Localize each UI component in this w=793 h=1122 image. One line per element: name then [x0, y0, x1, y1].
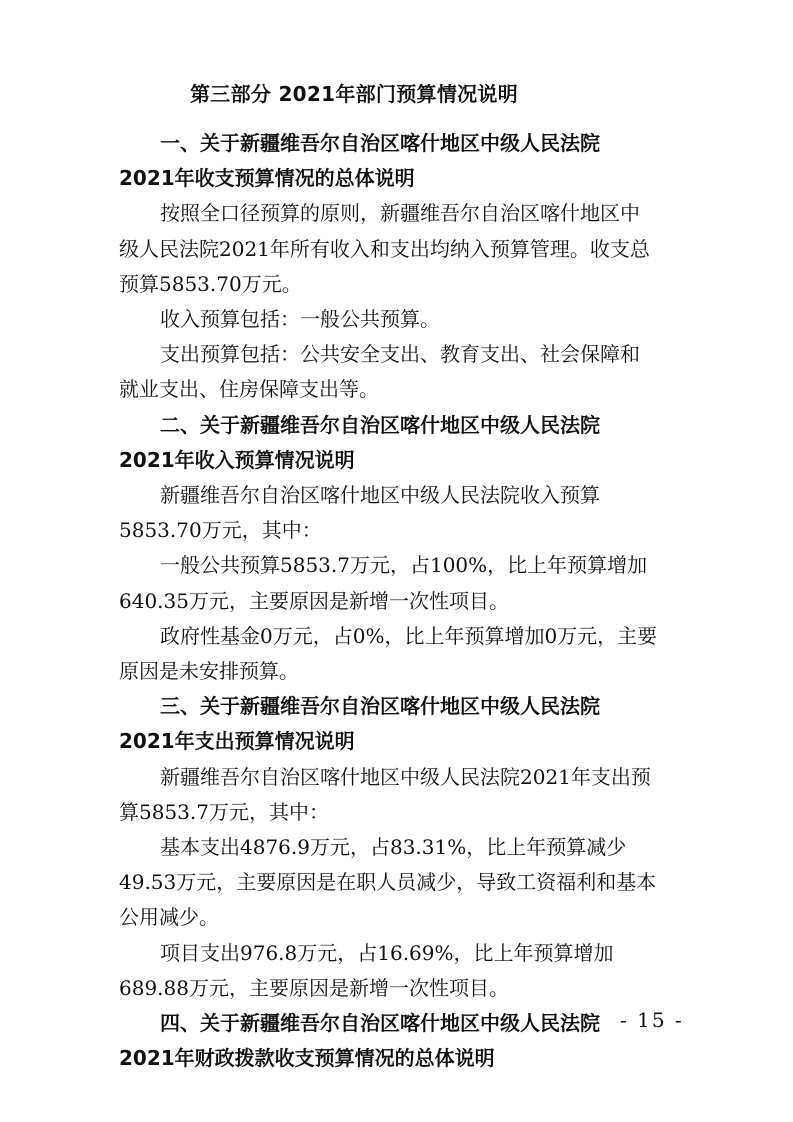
page-number: - 15 - — [620, 1008, 684, 1032]
paragraph-line: 一般公共预算5853.7万元，占100%，比上年预算增加 — [160, 553, 648, 578]
paragraph — [119, 302, 679, 337]
paragraph-line: 就业支出、住房保障支出等。 — [119, 377, 379, 402]
section-4 — [119, 1006, 679, 1076]
section-heading — [119, 408, 679, 478]
paragraph-line: 689.88万元，主要原因是新增一次性项目。 — [119, 975, 509, 1000]
heading-line: 2021年财政拨款收支预算情况的总体说明 — [119, 1046, 495, 1071]
paragraph-line: 支出预算包括：公共安全支出、教育支出、社会保障和 — [160, 342, 640, 367]
paragraph-line: 640.35万元，主要原因是新增一次性项目。 — [119, 588, 509, 613]
paragraph-line: 算5853.7万元，其中： — [119, 799, 329, 824]
paragraph — [119, 196, 679, 302]
paragraph-line: 政府性基金0万元，占0%，比上年预算增加0万元，主要 — [160, 623, 658, 648]
heading-line: 二、关于新疆维吾尔自治区喀什地区中级人民法院 — [160, 412, 600, 437]
page-title: 第三部分 2021年部门预算情况说明 — [190, 82, 519, 106]
paragraph — [119, 760, 679, 830]
paragraph-line: 新疆维吾尔自治区喀什地区中级人民法院2021年支出预 — [160, 764, 651, 789]
paragraph — [119, 548, 679, 618]
paragraph-line: 原因是未安排预算。 — [119, 659, 299, 684]
paragraph-line: 49.53万元，主要原因是在职人员减少，导致工资福利和基本 — [119, 870, 657, 895]
paragraph-line: 项目支出976.8万元，占16.69%，比上年预算增加 — [160, 940, 614, 965]
section-3 — [119, 689, 679, 1006]
paragraph — [119, 830, 679, 936]
heading-line: 一、关于新疆维吾尔自治区喀什地区中级人民法院 — [160, 131, 600, 155]
paragraph-line: 收入预算包括：一般公共预算。 — [160, 307, 440, 332]
paragraph-line: 新疆维吾尔自治区喀什地区中级人民法院收入预算 — [160, 483, 600, 508]
paragraph — [119, 619, 679, 689]
paragraph — [119, 337, 679, 407]
section-2 — [119, 408, 679, 690]
paragraph-line: 按照全口径预算的原则，新疆维吾尔自治区喀什地区中 — [160, 201, 640, 226]
heading-line: 四、关于新疆维吾尔自治区喀什地区中级人民法院 — [160, 1011, 600, 1036]
section-heading — [119, 126, 679, 196]
document-body — [119, 126, 679, 1076]
section-heading — [119, 1006, 679, 1076]
section-1 — [119, 126, 679, 408]
paragraph — [119, 936, 679, 1006]
heading-line: 2021年收支预算情况的总体说明 — [119, 166, 415, 191]
paragraph-line: 级人民法院2021年所有收入和支出均纳入预算管理。收支总 — [119, 236, 650, 261]
paragraph-line: 预算5853.70万元。 — [119, 271, 302, 296]
heading-line: 2021年支出预算情况说明 — [119, 729, 355, 754]
paragraph — [119, 478, 679, 548]
paragraph-line: 5853.70万元，其中： — [119, 518, 322, 543]
paragraph-line: 公用减少。 — [119, 905, 219, 930]
section-heading — [119, 689, 679, 759]
heading-line: 2021年收入预算情况说明 — [119, 447, 355, 472]
heading-line: 三、关于新疆维吾尔自治区喀什地区中级人民法院 — [160, 694, 600, 719]
paragraph-line: 基本支出4876.9万元，占83.31%，比上年预算减少 — [160, 835, 627, 860]
